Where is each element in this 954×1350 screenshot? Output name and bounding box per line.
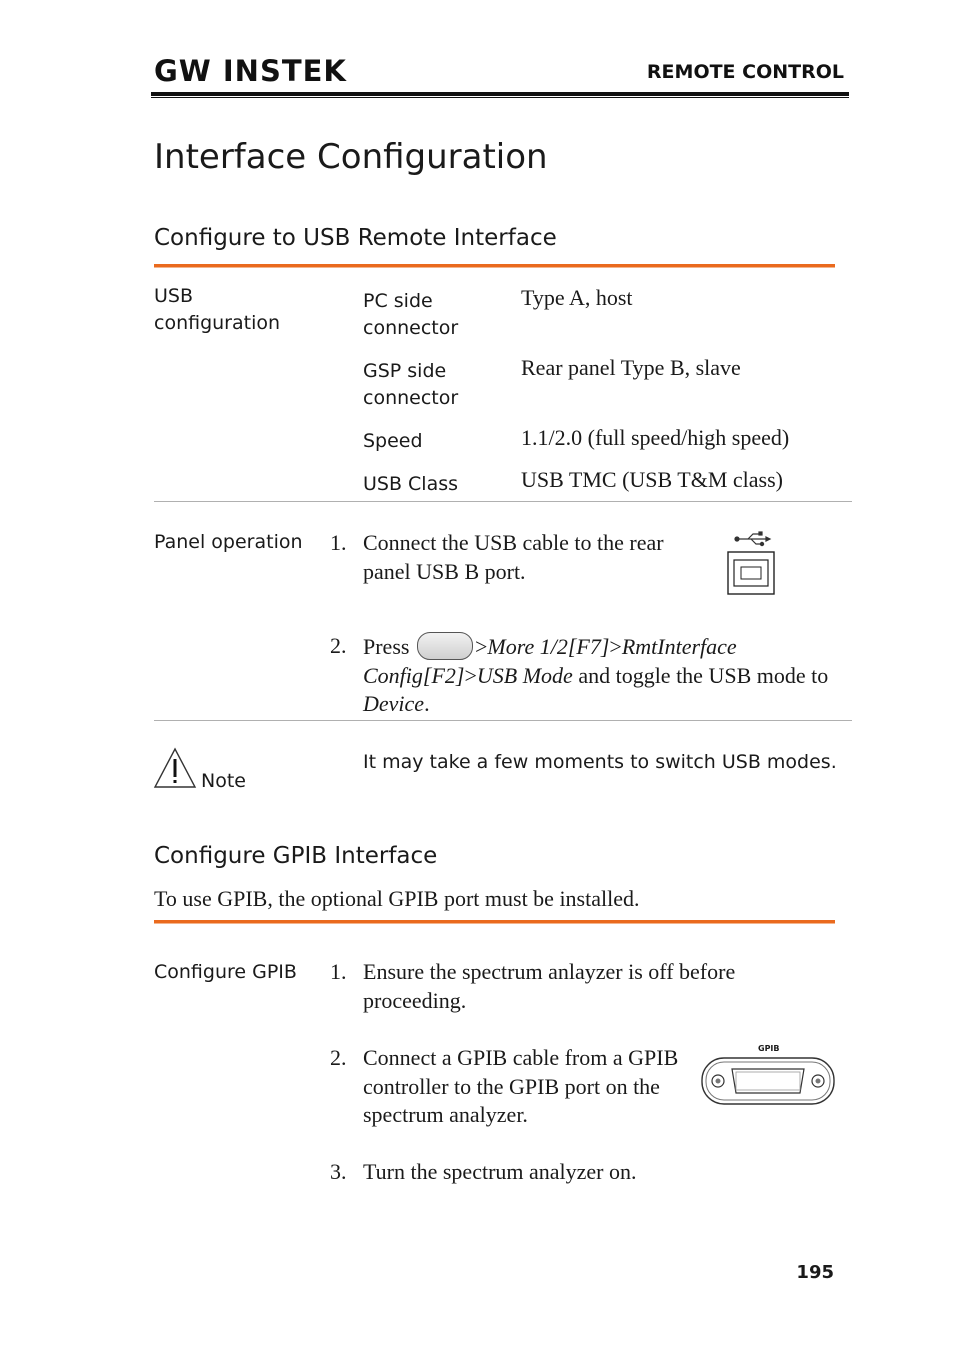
usb-row-key: PC side connector (363, 290, 459, 339)
section-title: REMOTE CONTROL (646, 61, 844, 83)
usb-row-key: Speed (363, 430, 423, 452)
usb-row-value: USB TMC (USB T&M class) (521, 467, 784, 492)
warning-icon (153, 747, 197, 789)
gpib-port-icon (698, 1044, 838, 1108)
usb-row-value: Rear panel Type B, slave (521, 355, 741, 380)
usb-step-1: Connect the USB cable to the rear panel USB B port. (363, 530, 664, 584)
gpib-port-label: GPIB (758, 1044, 780, 1053)
system-key-button[interactable] (417, 632, 473, 660)
header-rule-thin (151, 97, 849, 98)
table-divider (154, 501, 852, 502)
usb-config-label: USB configuration (154, 285, 281, 334)
configure-gpib-label: Configure GPIB (154, 961, 297, 983)
usb-b-port-icon (726, 528, 778, 598)
step-2-end: . (424, 691, 430, 716)
step-number: 2. (330, 633, 347, 658)
usb-step-2 (363, 632, 848, 719)
usb-row-value: 1.1/2.0 (full speed/high speed) (521, 425, 790, 450)
gpib-heading: Configure GPIB Interface (154, 843, 438, 869)
note-label: Note (201, 770, 246, 792)
page-number: 195 (796, 1262, 834, 1283)
gpib-intro: To use GPIB, the optional GPIB port must be installed. (154, 886, 640, 911)
note-text: It may take a few moments to switch USB modes. (363, 751, 837, 773)
usb-row-value: Type A, host (521, 285, 633, 310)
gpib-step-2: Connect a GPIB cable from a GPIB controller to the GPIB port on the spectrum analyzer. (363, 1045, 679, 1127)
usb-mode-device: Device (363, 691, 425, 716)
table-divider (154, 720, 852, 721)
menu-separator: > (464, 662, 477, 688)
usb-heading: Configure to USB Remote Interface (154, 225, 557, 251)
usb-row-key: USB Class (363, 473, 459, 495)
usb-heading-rule-shadow (154, 267, 835, 268)
menu-item-usb-mode: USB Mode (476, 662, 573, 688)
usb-row-key: GSP side connector (363, 360, 459, 409)
step-number: 2. (330, 1045, 347, 1070)
press-text: Press (363, 634, 410, 659)
step-2-tail: and toggle the USB mode to (572, 662, 829, 688)
step-number: 1. (330, 959, 347, 984)
menu-separator: > (474, 634, 488, 659)
panel-operation-label: Panel operation (154, 531, 303, 553)
menu-item-rmt-interface: RmtInterface Config[F2] (363, 634, 737, 688)
header-rule (151, 92, 849, 96)
step-number: 3. (330, 1159, 347, 1184)
gpib-step-1: Ensure the spectrum anlayzer is off before proceeding. (363, 959, 736, 1013)
page-title: Interface Configuration (154, 137, 548, 177)
step-number: 1. (330, 530, 347, 555)
gpib-step-3: Turn the spectrum analyzer on. (363, 1159, 637, 1184)
menu-separator: > (609, 634, 622, 659)
brand-logo: GW INSTEK (154, 54, 347, 88)
menu-item-more: More 1/2[F7] (487, 634, 610, 659)
gpib-heading-rule-shadow (154, 923, 835, 924)
